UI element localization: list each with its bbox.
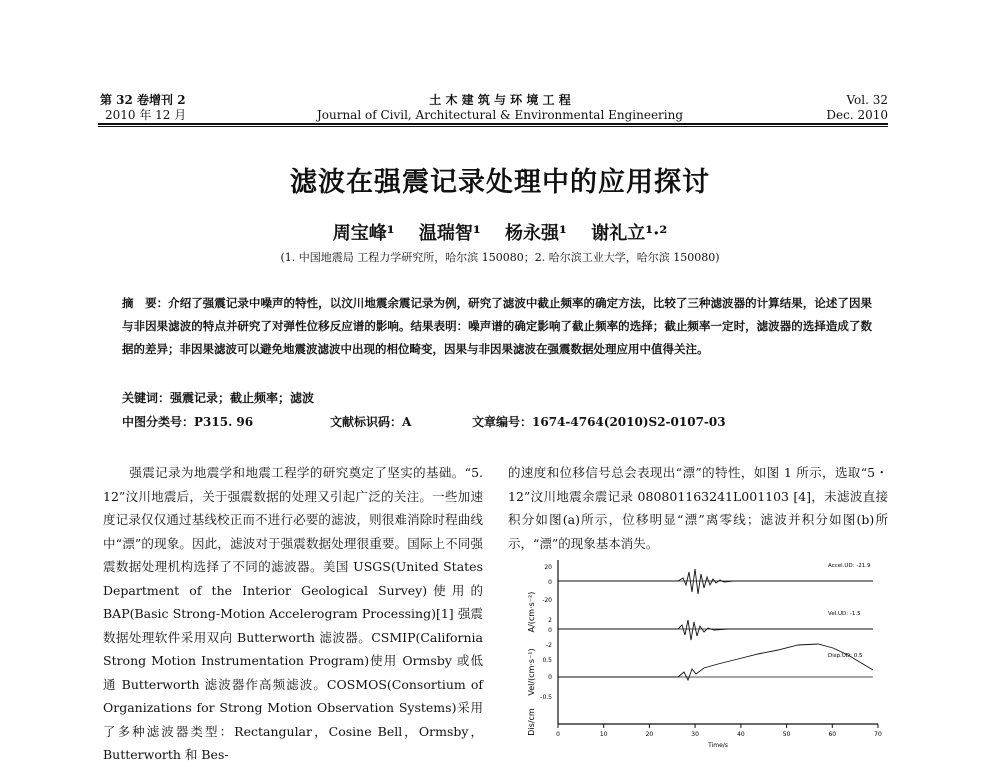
journal-name-cn: 土 木 建 筑 与 环 境 工 程 <box>429 93 571 107</box>
document-code: 文献标识码：A <box>330 415 412 429</box>
paper-title: 滤波在强震记录处理中的应用探讨 <box>290 167 710 198</box>
xtick-0: 0 <box>556 731 560 738</box>
author-list: 周宝峰¹ 温瑞智¹ 杨永强¹ 谢礼立¹·² <box>332 223 668 244</box>
ylabel-dis: Dis/cm <box>527 708 536 736</box>
header-rule <box>98 123 888 125</box>
tick-acc-bottom: -20 <box>542 597 552 604</box>
ylabel-vel: Vel/(cm·s⁻¹) <box>527 648 536 696</box>
tick-dis-zero: 0 <box>548 674 552 681</box>
xtick-70: 70 <box>874 731 882 738</box>
header-issue-date: Dec. 2010 <box>826 108 888 122</box>
tick-vel-zero: 0 <box>548 627 552 634</box>
vel-trace <box>558 620 873 640</box>
body-right-text: 的速度和位移信号总会表现出“漂”的特性，如图 1 所示，选取“5・12”汶川地震余震记录 080801163241L001103 [4]，未滤波直接积分如图(a)所示，位移明显“漂”离零线；滤波并积分如图(b)所示，“漂”的现象基本消失。 <box>508 465 888 551</box>
tick-dis-bottom: -0.5 <box>540 694 552 701</box>
xtick-20: 20 <box>645 731 654 738</box>
affiliations: (1. 中国地震局 工程力学研究所，哈尔滨 150080；2. 哈尔滨工业大学，哈尔滨 150080) <box>280 251 720 264</box>
abstract-text: 介绍了强震记录中噪声的特性，以汶川地震余震记录为例，研究了滤波中截止频率的确定方法，比较了三种滤波器的计算结果，论述了因果与非因果滤波的特点并研究了对弹性位移反应谱的影响。结果表明：噪声谱的确定影响了截止频率的选择；截止频率一定时，滤波器的选择造成了数据的差异；非因果滤波可以避免地震波滤波中出现的相位畸变，因果与非因果滤波在强震数据处理应用中值得关注。 <box>122 296 872 356</box>
keywords: 关键词：强震记录；截止频率；滤波 <box>122 391 315 405</box>
article-number: 文章编号：1674-4764(2010)S2-0107-03 <box>472 415 726 429</box>
header-volume: 第 32 卷增刊 2 <box>100 93 186 107</box>
dis-trace <box>558 644 873 680</box>
body-right-column <box>508 461 888 555</box>
legend-vel: Vel.UD: -1.5 <box>828 611 861 617</box>
xtick-10: 10 <box>599 731 608 738</box>
tick-vel-bottom: -2 <box>546 642 552 649</box>
body-left-text: 强震记录为地震学和地震工程学的研究奠定了坚实的基础。“5. 12”汶川地震后，关于强震数据的处理又引起广泛的关注。一些加速度记录仅仅通过基线校正而不进行必要的滤波，则很难消除时程曲线中“漂”的现象。因此，滤波对于强震数据处理很重要。国际上不同强震数据处理机构选择了不同的滤波器。美国 USGS(United States Department of the Interior Geological Survey)使用的 BAP(Basic Strong-Motion Accelerogram Processing)[1] 强震数据处理软件采用双向 Butterworth 滤波器。CSMIP(California Strong Motion Instrumentation Program)使用 Ormsby 或低通 Butterworth 滤波器作高频滤波。COSMOS(Consortium of Organizations for Strong Motion Observation Systems)采用了多种滤波器类型：Rectangular，Cosine Bell，Ormsby，Butterworth 和 Bes- <box>103 465 483 762</box>
xtick-50: 50 <box>782 731 791 738</box>
tick-vel-top: 2 <box>548 617 552 624</box>
clc-number: 中图分类号：P315. 96 <box>122 415 254 429</box>
header-vol: Vol. 32 <box>846 93 888 107</box>
legend-dis: Disp.UD: 0.5 <box>828 653 863 659</box>
tick-dis-top: 0.5 <box>542 657 552 664</box>
figure-1 <box>528 552 888 752</box>
xtick-40: 40 <box>737 731 745 738</box>
xtick-60: 60 <box>828 731 837 738</box>
xtick-30: 30 <box>691 731 699 738</box>
acc-trace <box>558 569 873 594</box>
header-rule-thin <box>98 126 888 127</box>
journal-name-en: Journal of Civil, Architectural & Environmental Engineering <box>316 108 684 122</box>
tick-acc-top: 20 <box>544 564 552 571</box>
abstract <box>122 292 872 361</box>
header-date: 2010 年 12 月 <box>105 108 187 122</box>
body-left-column <box>103 461 483 767</box>
ylabel-acc: A/(cm·s⁻²) <box>527 591 536 633</box>
xlabel: Time/s <box>708 742 728 749</box>
tick-acc-zero: 0 <box>548 579 552 586</box>
abstract-label: 摘 要： <box>122 296 169 310</box>
legend-acc: Accel.UD: -21.9 <box>828 563 871 569</box>
